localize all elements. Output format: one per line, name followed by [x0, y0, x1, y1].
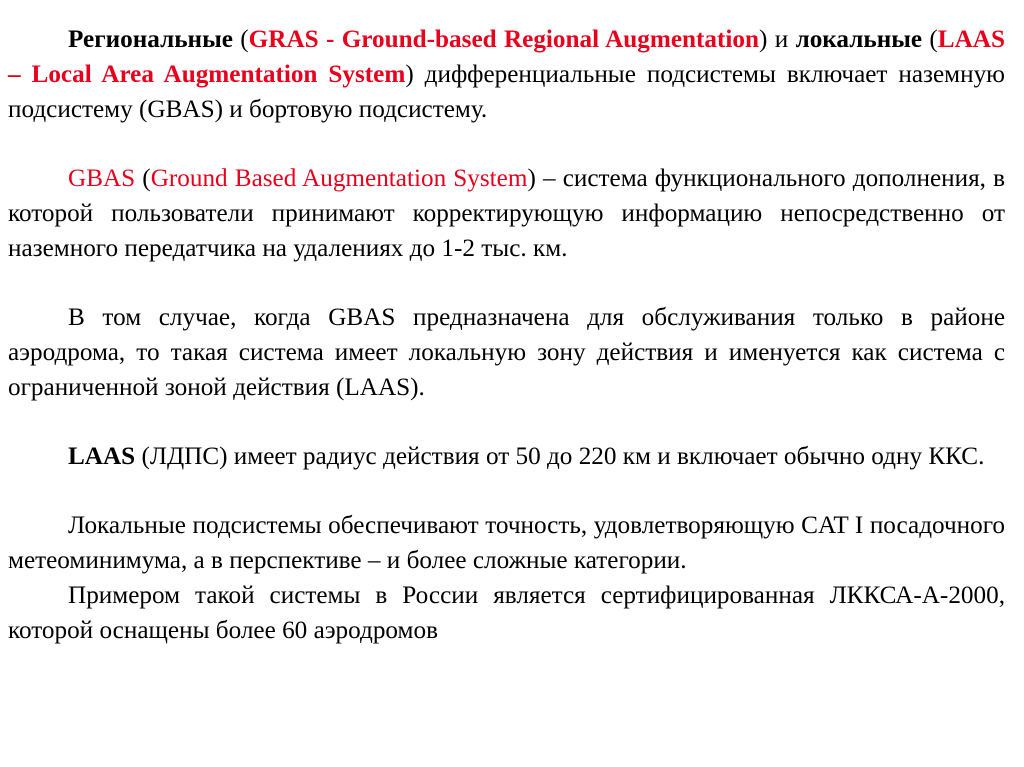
slide-body-text — [8, 22, 1005, 648]
term-gbas: GBAS — [68, 165, 136, 192]
paragraph-russia-example: Примером такой системы в России является сертифицированная ЛККСА-А-2000, которой оснащены более 60 аэродромов — [8, 582, 1005, 644]
term-local: локальные — [795, 26, 923, 53]
paragraph-local-accuracy: Локальные подсистемы обеспечивают точность, удовлетворяющую CAT I посадочного метеоминимума, а в перспективе – и более сложные категории. — [8, 512, 1005, 574]
paren-open: ( — [135, 165, 151, 192]
paragraph-2-rest: ) – система функционального дополнения, в которой пользователи принимают корректирующую информацию непосредственно от наземного передатчика на удалениях до 1-2 тыс. км. — [8, 165, 1005, 262]
paragraph-gbas — [8, 161, 1005, 266]
term-laas: LAAS — [68, 443, 136, 470]
paragraph-gras-laas — [8, 22, 1005, 127]
term-regional: Региональные — [68, 26, 233, 53]
paren-open: ( — [922, 26, 938, 53]
gras-definition: GRAS - Ground-based Regional Augmentation — [248, 26, 760, 53]
laas-definition: LAAS – Local Area Augmentation System — [8, 26, 1005, 88]
paragraph-laas-range — [8, 439, 1005, 474]
paren-close-and: ) и — [759, 26, 796, 53]
paragraph-1-rest: ) дифференциальные подсистемы включает наземную подсистему (GBAS) и бортовую подсистему. — [8, 61, 1005, 123]
paragraph-4-rest: (ЛДПС) имеет радиус действия от 50 до 220 км и включает обычно одну ККС. — [135, 443, 985, 470]
paragraph-gbas-airfield: В том случае, когда GBAS предназначена для обслуживания только в районе аэродрома, то такая система имеет локальную зону действия и именуется как система с ограниченной зоной действия (LAAS). — [8, 304, 1005, 401]
paren-open: ( — [232, 26, 249, 53]
gbas-definition: Ground Based Augmentation System — [150, 165, 528, 192]
